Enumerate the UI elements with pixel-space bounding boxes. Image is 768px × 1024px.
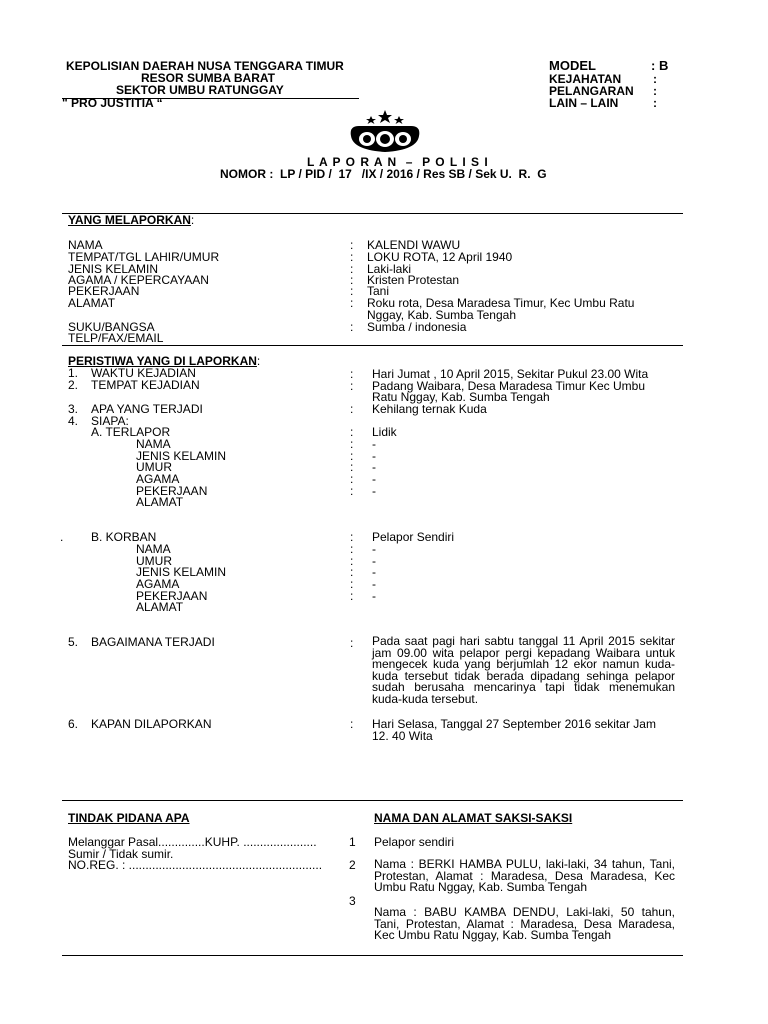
pro-justitia: " PRO JUSTITIA “: [62, 96, 163, 110]
suspect-field-label: PEKERJAAN: [136, 484, 208, 498]
section-divider: [62, 955, 683, 956]
victim-field-label: NAMA: [136, 542, 171, 556]
suspect-label: A. TERLAPOR: [91, 425, 171, 439]
field-colon: :: [350, 379, 354, 393]
suspect-field-value: -: [372, 484, 376, 498]
item-number: 1.: [68, 366, 79, 380]
field-colon: :: [350, 565, 354, 579]
witness-number: 2: [349, 858, 356, 872]
field-colon: :: [350, 425, 354, 439]
field-colon: :: [350, 367, 354, 381]
field-label-ethnicity: SUKU/BANGSA: [68, 320, 155, 334]
victim-label: B. KORBAN: [91, 530, 157, 544]
item-number: 5.: [68, 635, 79, 649]
police-emblem-icon: [345, 110, 425, 154]
field-label-contact: TELP/FAX/EMAIL: [68, 331, 164, 345]
incident-what-label: APA YANG TERJADI: [91, 402, 203, 416]
reporter-heading-text: YANG MELAPORKAN: [68, 213, 191, 227]
section-divider: [62, 345, 683, 346]
field-colon: :: [350, 238, 354, 252]
suspect-value: Lidik: [372, 425, 397, 439]
incident-who-label: SIAPA:: [91, 414, 129, 428]
incident-time: Hari Jumat , 10 April 2015, Sekitar Pukul 23.00 Wita: [372, 367, 649, 381]
model-value: : B: [651, 58, 669, 73]
suspect-field-value: -: [372, 437, 376, 451]
incident-place-line2: Ratu Nggay, Kab. Sumba Tengah: [372, 390, 550, 404]
model-label: MODEL: [549, 58, 596, 73]
field-label-religion: AGAMA / KEPERCAYAAN: [68, 273, 209, 287]
offense-heading: TINDAK PIDANA APA: [68, 811, 190, 825]
field-colon: :: [350, 460, 354, 474]
field-colon: :: [350, 636, 354, 650]
victim-value: Pelapor Sendiri: [372, 530, 455, 544]
victim-field-value: -: [372, 542, 376, 556]
category-kejahatan: KEJAHATAN: [549, 72, 622, 86]
incident-place: Padang Waibara, Desa Maradesa Timur Kec Umbu: [372, 379, 646, 393]
report-number: NOMOR : LP / PID / 17 /IX / 2016 / Res SB / Sek U. R. G: [220, 167, 547, 181]
field-colon: :: [350, 402, 354, 416]
incident-what: Kehilang ternak Kuda: [372, 402, 487, 416]
victim-field-label: AGAMA: [136, 577, 180, 591]
witness-number: 1: [349, 835, 356, 849]
field-colon: :: [350, 589, 354, 603]
victim-field-value: -: [372, 589, 376, 603]
witness-entry: Nama : BABU KAMBA DENDU, Laki-laki, 50 tahun, Tani, Protestan, Alamat : Maradesa, Desa Maradesa, Kec Umbu Ratu Nggay, Kab. Sumba Tengah: [374, 905, 675, 942]
item-number: 2.: [68, 378, 79, 392]
field-colon: :: [350, 296, 354, 310]
victim-field-label: JENIS KELAMIN: [136, 565, 227, 579]
witness-entry: Pelapor sendiri: [374, 835, 455, 849]
reporter-gender: Laki-laki: [367, 262, 412, 276]
incident-heading-text: PERISTIWA YANG DI LAPORKAN: [68, 354, 257, 368]
incident-place-label: TEMPAT KEJADIAN: [91, 378, 200, 392]
victim-field-value: -: [372, 565, 376, 579]
incident-reported: Hari Selasa, Tanggal 27 September 2016 sekitar Jam: [372, 717, 656, 731]
item-number: 4.: [68, 414, 79, 428]
item-number: 3.: [68, 402, 79, 416]
field-label-gender: JENIS KELAMIN: [68, 262, 159, 276]
item-number: 6.: [68, 717, 79, 731]
category-pelangaran: PELANGARAN: [549, 84, 634, 98]
field-colon: :: [350, 262, 354, 276]
reporter-address-line2: Nggay, Kab. Sumba Tengah: [367, 308, 516, 322]
category-lain-lain: LAIN – LAIN: [549, 96, 619, 110]
field-colon: :: [350, 554, 354, 568]
field-label-birth: TEMPAT/TGL LAHIR/UMUR: [68, 250, 220, 264]
field-colon: :: [350, 472, 354, 486]
reporter-birth: LOKU ROTA, 12 April 1940: [367, 250, 513, 264]
category-colon: :: [653, 96, 657, 110]
suspect-field-value: -: [372, 472, 376, 486]
reporter-religion: Kristen Protestan: [367, 273, 460, 287]
victim-field-value: -: [372, 554, 376, 568]
suspect-field-label: NAMA: [136, 437, 171, 451]
offense-article: Melanggar Pasal..............KUHP. ......................: [68, 835, 317, 849]
category-colon: :: [653, 72, 657, 86]
field-colon: :: [350, 250, 354, 264]
suspect-field-label: ALAMAT: [136, 495, 184, 509]
incident-reported-line2: 12. 40 Wita: [372, 729, 433, 743]
victim-field-value: -: [372, 577, 376, 591]
incident-reported-label: KAPAN DILAPORKAN: [91, 717, 212, 731]
category-colon: :: [653, 84, 657, 98]
witness-number: 3: [349, 894, 356, 908]
field-label-job: PEKERJAAN: [68, 284, 140, 298]
reporter-heading: [68, 214, 194, 226]
victim-field-label: UMUR: [136, 554, 172, 568]
field-colon: :: [350, 284, 354, 298]
resort-name: RESOR SUMBA BARAT: [141, 71, 275, 85]
incident-heading-colon: :: [256, 354, 261, 368]
incident-how: Pada saat pagi hari sabtu tanggal 11 April 2015 sekitar jam 09.00 wita pelapor pergi kepadang Waibara untuk mengecek kuda yang berjumlah 12 ekor namun kuda-kuda tersebut tidak berada dipadang sehinga pelapor sudah berusaha mencarinya tapi tidak menemukan kuda-kuda tersebut.: [372, 634, 675, 706]
incident-time-label: WAKTU KEJADIAN: [91, 366, 196, 380]
witnesses-heading: NAMA DAN ALAMAT SAKSI-SAKSI: [374, 811, 573, 825]
reporter-ethnicity: Sumba / indonesia: [367, 320, 467, 334]
field-colon: :: [350, 530, 354, 544]
victim-field-label: ALAMAT: [136, 600, 184, 614]
witness-entry: Nama : BERKI HAMBA PULU, laki-laki, 34 tahun, Tani, Protestan, Alamat : Maradesa, Desa Maradesa, Kec Umbu Ratu Nggay, Kab. Sumba Tengah: [374, 857, 675, 894]
suspect-field-label: AGAMA: [136, 472, 180, 486]
agency-name: KEPOLISIAN DAERAH NUSA TENGGARA TIMUR: [66, 59, 344, 73]
registration-number: NO.REG. : ..........................................................: [68, 858, 323, 872]
field-colon: :: [350, 449, 354, 463]
suspect-field-label: JENIS KELAMIN: [136, 449, 227, 463]
suspect-field-value: -: [372, 449, 376, 463]
offense-summary-type: Sumir / Tidak sumir.: [68, 847, 174, 861]
stray-bullet: .: [60, 530, 64, 544]
field-colon: :: [350, 320, 354, 334]
victim-field-label: PEKERJAAN: [136, 589, 208, 603]
field-colon: :: [350, 717, 354, 731]
field-colon: :: [350, 484, 354, 498]
section-divider: [62, 800, 683, 801]
field-colon: :: [350, 437, 354, 451]
suspect-field-value: -: [372, 460, 376, 474]
report-title: L A P O R A N – P O L I S I: [307, 155, 489, 169]
reporter-heading-colon: :: [190, 213, 195, 227]
reporter-job: Tani: [367, 284, 390, 298]
reporter-name: KALENDI WAWU: [367, 238, 461, 252]
incident-how-label: BAGAIMANA TERJADI: [91, 635, 215, 649]
sector-name: SEKTOR UMBU RATUNGGAY: [116, 83, 284, 97]
field-colon: :: [350, 542, 354, 556]
suspect-field-label: UMUR: [136, 460, 172, 474]
field-label-address: ALAMAT: [68, 296, 116, 310]
field-label-nama: NAMA: [68, 238, 103, 252]
reporter-address: Roku rota, Desa Maradesa Timur, Kec Umbu Ratu: [367, 296, 635, 310]
field-colon: :: [350, 273, 354, 287]
field-colon: :: [350, 577, 354, 591]
